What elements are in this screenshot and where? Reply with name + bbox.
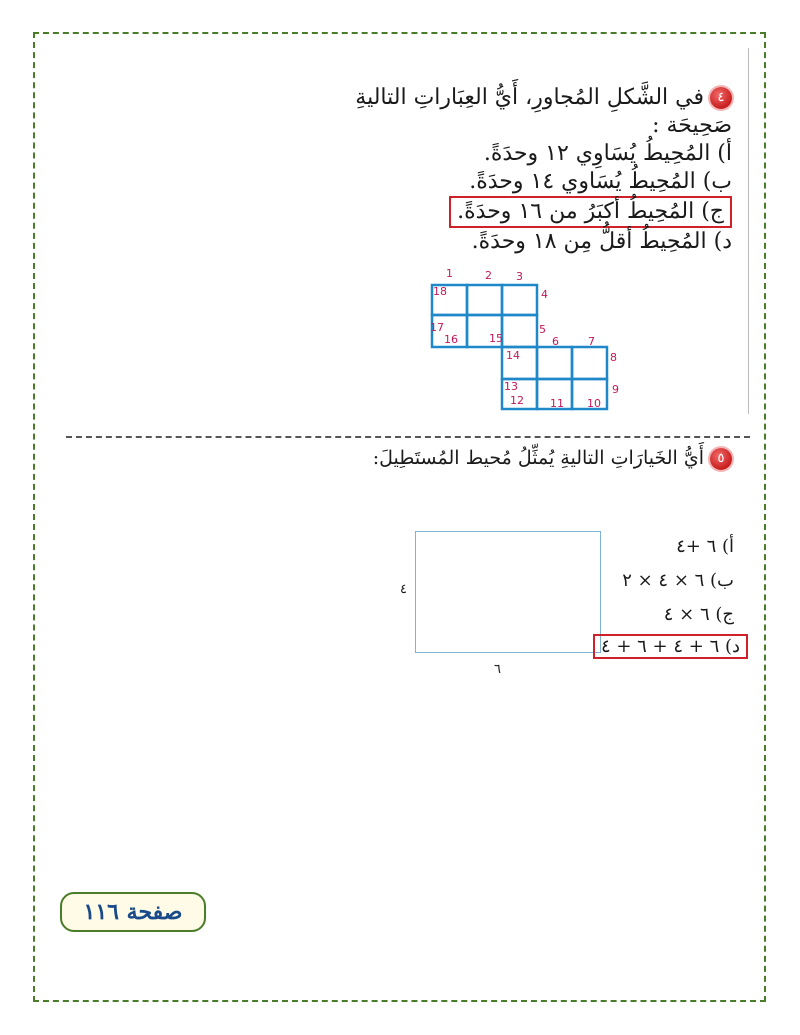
question-5-option-b: ب) ٦ × ٤ × ٢ bbox=[622, 570, 734, 591]
question-4-line2: صَحِيحَة : bbox=[652, 113, 732, 138]
grid-cell bbox=[572, 347, 607, 379]
question-4-option-a: أ) المُحِيطُ يُسَاوِي ١٢ وحدَةً. bbox=[483, 141, 732, 166]
figure-label-1: 1 bbox=[446, 267, 453, 280]
question-4-option-b: ب) المُحِيطُ يُسَاوي ١٤ وحدَةً. bbox=[469, 169, 732, 194]
question-4 bbox=[355, 84, 732, 256]
question-4-option-c: ج) المُحِيطُ أكبَرُ من ١٦ وحدَةً. bbox=[449, 196, 732, 228]
rectangle-figure bbox=[415, 531, 601, 653]
figure-label-4: 4 bbox=[541, 288, 548, 301]
rect-width-label: ٦ bbox=[494, 662, 501, 677]
rect-height-label: ٤ bbox=[400, 582, 407, 597]
figure-label-14: 14 bbox=[506, 349, 520, 362]
figure-label-16: 16 bbox=[444, 333, 458, 346]
question-4-line1 bbox=[355, 84, 732, 112]
question-4-option-d: د) المُحِيطُ أقلُّ مِن ١٨ وحدَةً. bbox=[471, 229, 732, 254]
figure-label-15: 15 bbox=[489, 332, 503, 345]
grid-cell bbox=[537, 347, 572, 379]
grid-cell bbox=[502, 285, 537, 315]
question-4-badge: ٤ bbox=[710, 87, 732, 109]
figure-label-2: 2 bbox=[485, 269, 492, 282]
section-divider bbox=[66, 436, 750, 438]
figure-label-8: 8 bbox=[610, 351, 617, 364]
question-5-option-d: د) ٦ + ٤ + ٦ + ٤ bbox=[593, 634, 748, 659]
figure-label-12: 12 bbox=[510, 394, 524, 407]
figure-label-13: 13 bbox=[504, 380, 518, 393]
grid-cell bbox=[502, 315, 537, 347]
grid-cell bbox=[467, 285, 502, 315]
figure-label-7: 7 bbox=[588, 335, 595, 348]
question-5-option-a: أ) ٦ +٤ bbox=[676, 536, 734, 557]
figure-label-9: 9 bbox=[612, 383, 619, 396]
question-5-prompt: أَيُّ الخَيارَاتِ التاليةِ يُمثِّلُ مُحيط المُستَطِيلَ: bbox=[372, 447, 704, 469]
question-4-text: في الشَّكلِ المُجاورِ، أَيُّ العِبَاراتِ التاليةِ bbox=[355, 85, 704, 110]
grid-figure bbox=[420, 265, 630, 415]
figure-label-17: 17 bbox=[430, 321, 444, 334]
figure-label-5: 5 bbox=[539, 323, 546, 336]
question-5 bbox=[373, 444, 732, 472]
vertical-divider bbox=[748, 48, 749, 414]
figure-label-6: 6 bbox=[552, 335, 559, 348]
question-5-option-c: ج) ٦ × ٤ bbox=[663, 604, 734, 625]
question-5-badge: ٥ bbox=[710, 448, 732, 470]
page-number-badge: صفحة ١١٦ bbox=[60, 892, 206, 932]
figure-label-11: 11 bbox=[550, 397, 564, 410]
figure-label-10: 10 bbox=[587, 397, 601, 410]
figure-label-3: 3 bbox=[516, 270, 523, 283]
figure-label-18: 18 bbox=[433, 285, 447, 298]
